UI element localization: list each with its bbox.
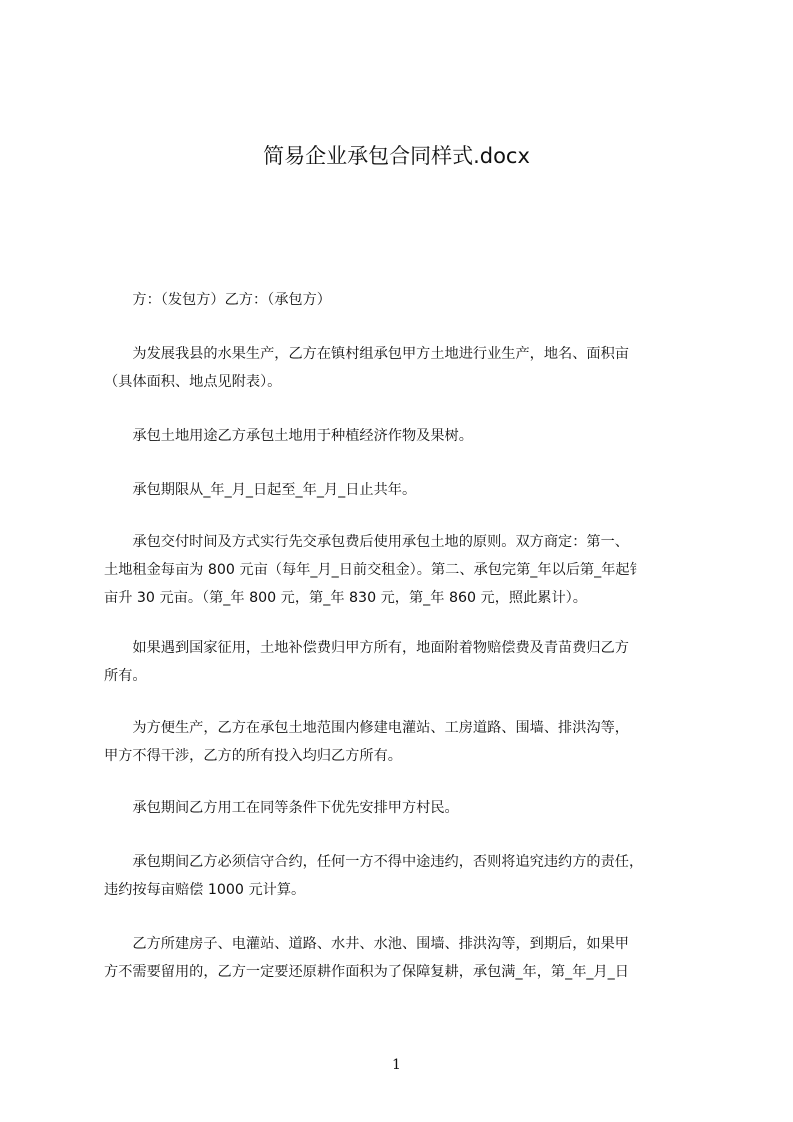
- paragraph-breach: [104, 848, 704, 904]
- text-line: 违约按每亩赔偿 1000 元计算。: [104, 882, 306, 898]
- document-title: 简易企业承包合同样式.docx: [263, 144, 530, 168]
- text-line: 如果遇到国家征用，土地补偿费归甲方所有，地面附着物赔偿费及青苗费归乙方: [104, 640, 629, 656]
- text-line: 承包期间乙方必须信守合约，任何一方不得中途违约，否则将追究违约方的责任，: [104, 854, 644, 870]
- text-line: 为发展我县的水果生产，乙方在镇村组承包甲方土地进行业生产，地名、面积亩: [104, 346, 629, 362]
- text-line: 亩升 30 元亩。（第_年 800 元，第_年 830 元，第_年 860 元，照此累计）。: [104, 590, 587, 606]
- paragraph-land-use: [104, 422, 704, 450]
- text-line: 承包交付时间及方式实行先交承包费后使用承包土地的原则。双方商定：第一、: [104, 534, 629, 550]
- text-line: 承包期间乙方用工在同等条件下优先安排甲方村民。: [104, 800, 459, 816]
- text-line: 承包期限从_年_月_日起至_年_月_日止共年。: [104, 482, 417, 498]
- text-line: （具体面积、地点见附表）。: [104, 374, 282, 390]
- paragraph-construction: [104, 714, 704, 770]
- text-line: 乙方所建房子、电灌站、道路、水井、水池、围墙、排洪沟等，到期后，如果甲: [104, 936, 629, 952]
- page-number: 1: [392, 1057, 401, 1073]
- paragraph-parties: [104, 286, 704, 314]
- paragraph-expropriation: [104, 634, 704, 690]
- paragraph-purpose: [104, 340, 704, 396]
- paragraph-restoration: [104, 930, 704, 986]
- text-line: 为方便生产，乙方在承包土地范围内修建电灌站、工房道路、围墙、排洪沟等，: [104, 720, 629, 736]
- text-line: 土地租金每亩为 800 元亩（每年_月_日前交租金）。第二、承包完第_年以后第_年起钅: [104, 562, 644, 578]
- text-line: 承包土地用途乙方承包土地用于种植经济作物及果树。: [104, 428, 473, 444]
- paragraph-labor: [104, 794, 704, 822]
- text-line: 所有。: [104, 668, 147, 684]
- text-line: 甲方不得干涉，乙方的所有投入均归乙方所有。: [104, 748, 402, 764]
- paragraph-term: [104, 476, 704, 504]
- text-line: 方不需要留用的，乙方一定要还原耕作面积为了保障复耕，承包满_年，第_年_月_日: [104, 964, 629, 980]
- paragraph-payment: [104, 528, 704, 612]
- text-line: 方：（发包方）乙方：（承包方）: [104, 292, 331, 308]
